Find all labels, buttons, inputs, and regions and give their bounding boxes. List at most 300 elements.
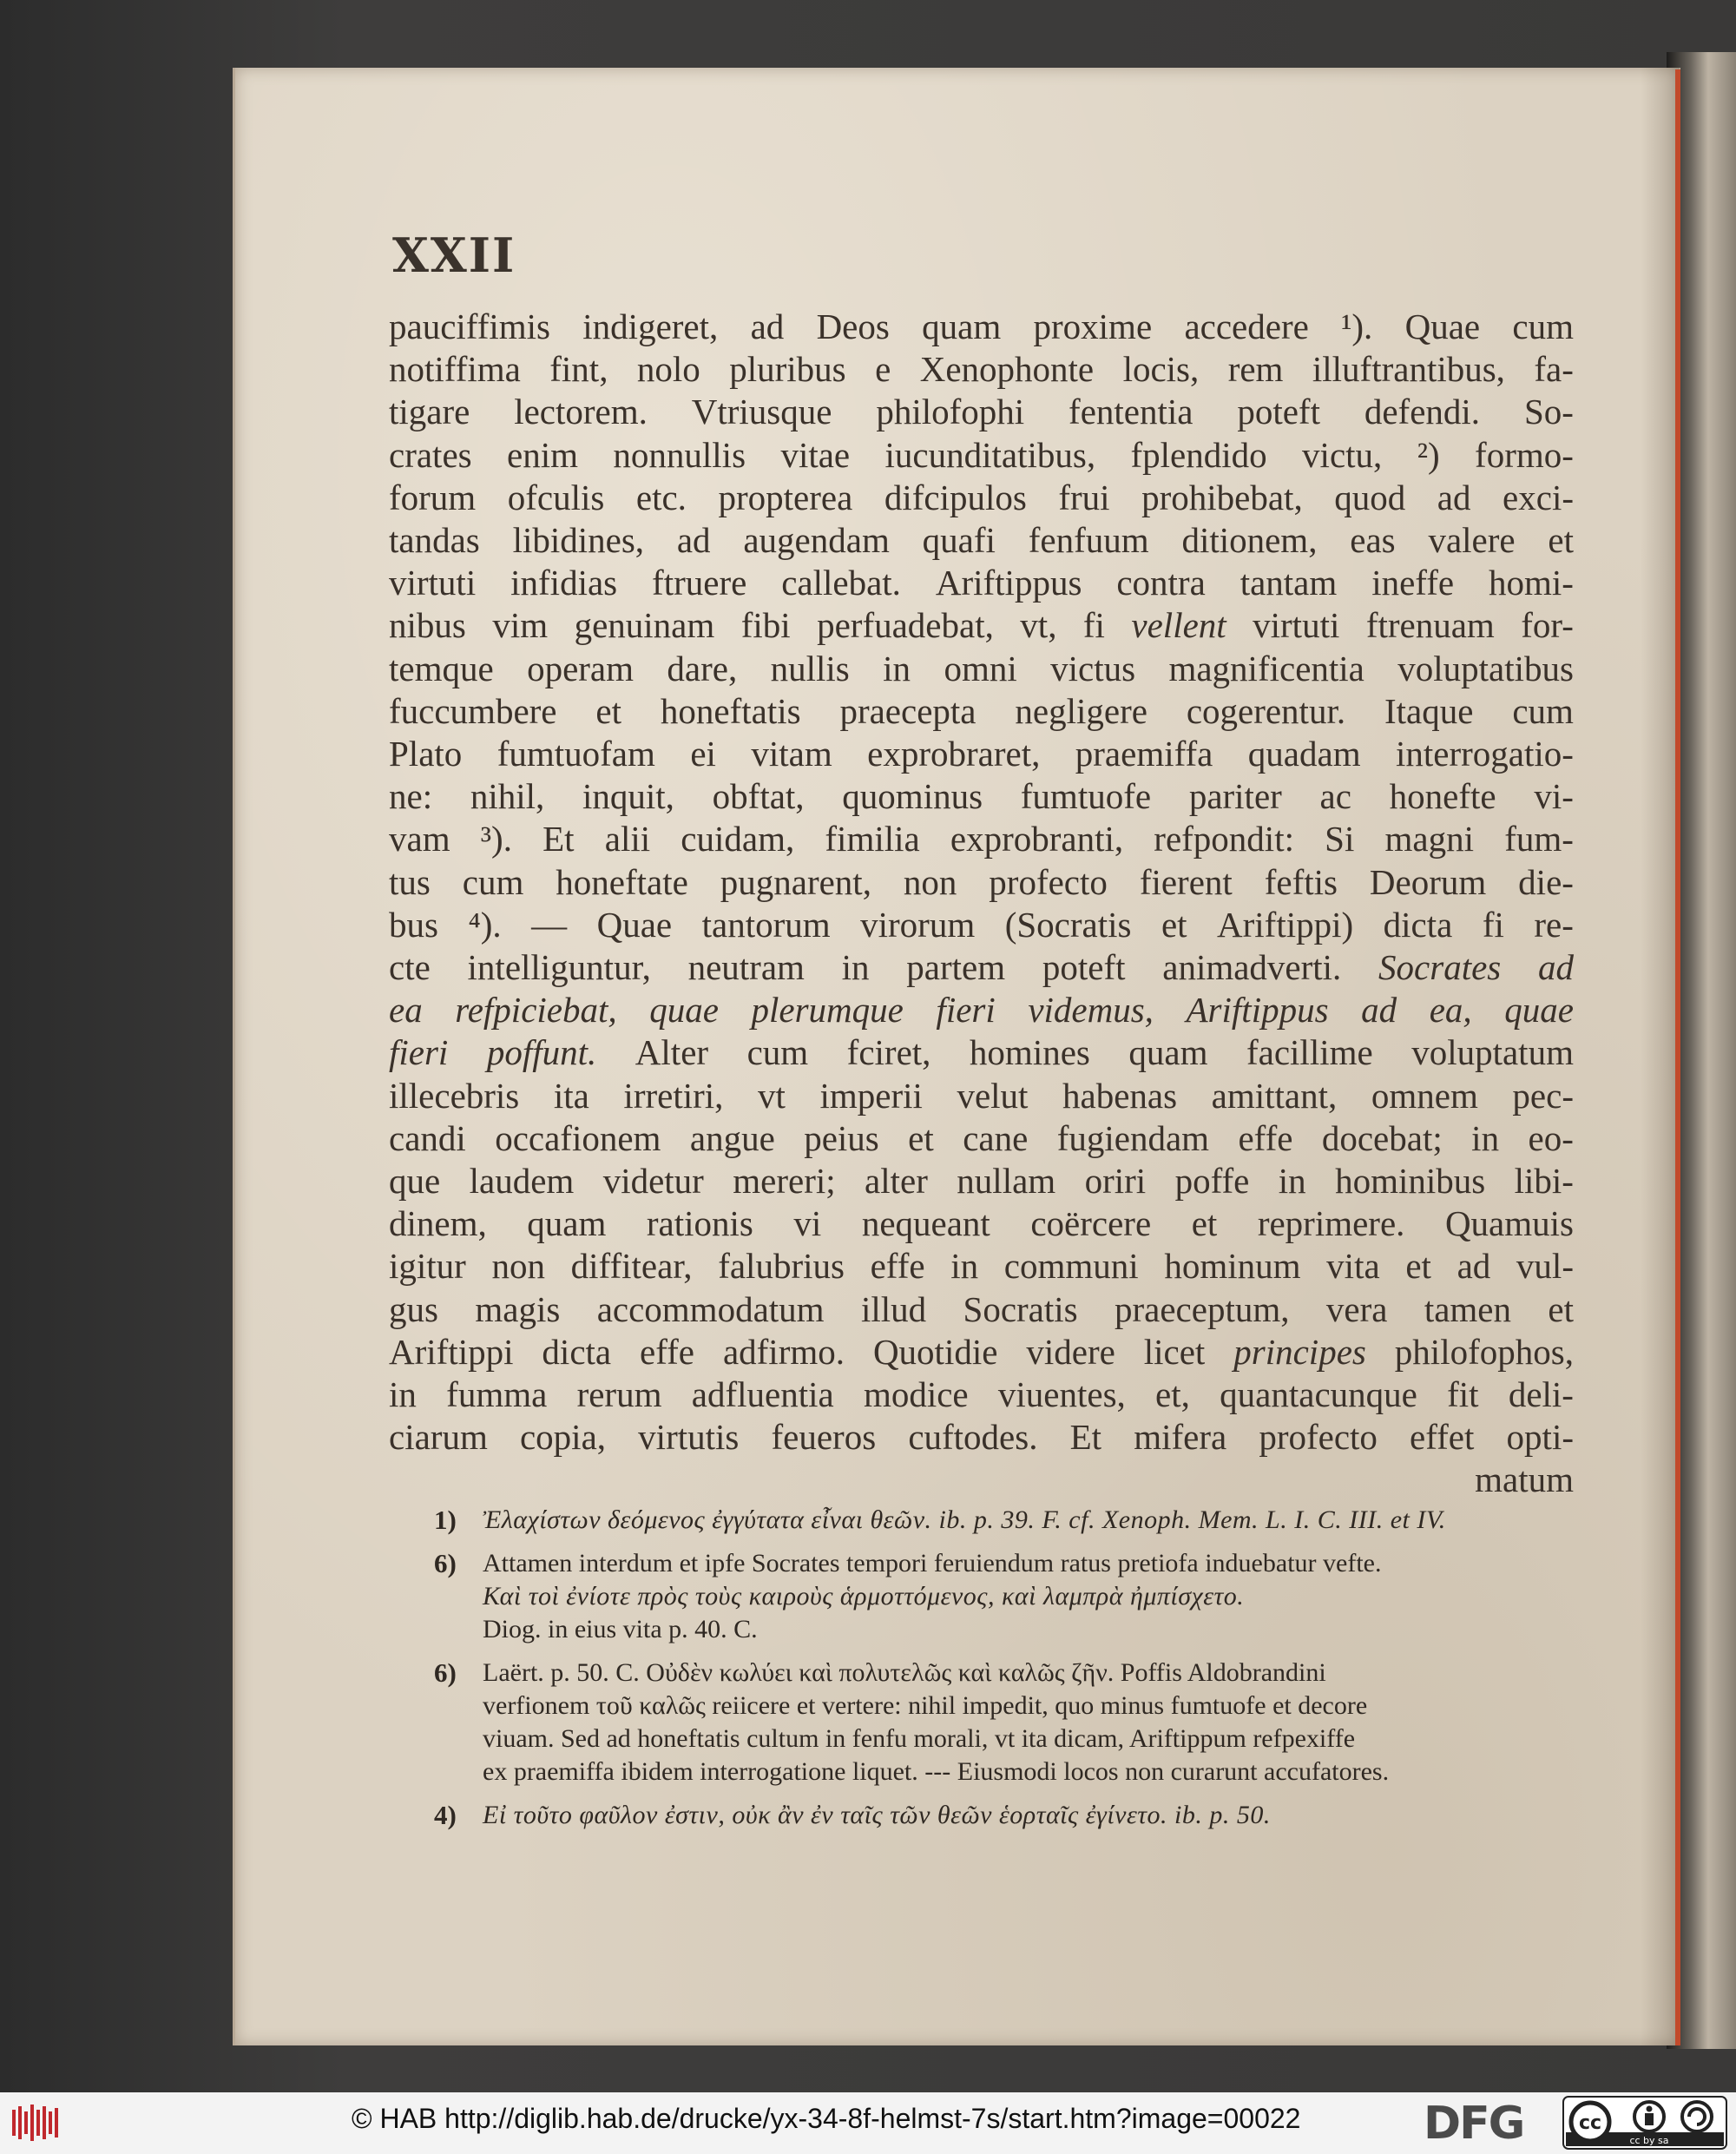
word: poffunt. bbox=[486, 1032, 597, 1073]
word: fplendido bbox=[1130, 434, 1267, 475]
word: ad bbox=[1457, 1246, 1491, 1287]
word: in bbox=[389, 1374, 417, 1415]
word: diffitear, bbox=[570, 1246, 693, 1287]
word: Et bbox=[542, 819, 575, 860]
text-line bbox=[389, 434, 1574, 477]
text-line bbox=[389, 775, 1574, 818]
word: fententia bbox=[1069, 392, 1194, 432]
body-text bbox=[389, 306, 1574, 1502]
word: victus bbox=[1050, 648, 1136, 688]
word: et bbox=[595, 690, 621, 731]
text-line bbox=[389, 818, 1574, 860]
word: ei bbox=[690, 734, 716, 774]
word: virtuti bbox=[389, 563, 477, 603]
word: ofculis bbox=[507, 477, 605, 517]
word: fierent bbox=[1139, 861, 1233, 902]
footnote-line: Ἐλαχίστων δεόμενος ἐγγύτατα εἶναι θεῶν. ib. p. 39. F. cf. Xenoph. Mem. L. I. C. III. et IV. bbox=[483, 1505, 1446, 1534]
word: rationis bbox=[646, 1203, 753, 1244]
word: tandas bbox=[389, 520, 480, 561]
word: Quamuis bbox=[1444, 1203, 1574, 1244]
word: propterea bbox=[718, 477, 853, 517]
word: virtuti bbox=[1253, 605, 1340, 646]
word: omni bbox=[944, 648, 1017, 688]
word: in bbox=[883, 648, 911, 688]
word: infidias bbox=[510, 563, 618, 603]
text-line bbox=[389, 306, 1574, 348]
word: que bbox=[389, 1161, 441, 1202]
word: prohibebat, bbox=[1141, 477, 1303, 517]
word: ⁴). bbox=[468, 904, 502, 945]
word: mereri; bbox=[733, 1161, 836, 1202]
word: Quotidie bbox=[872, 1331, 998, 1372]
word: pauciffimis bbox=[389, 306, 550, 346]
word: refpondit: bbox=[1154, 819, 1294, 860]
gutter-shadow bbox=[1641, 68, 1680, 2045]
word: et bbox=[1548, 520, 1574, 561]
word: non bbox=[903, 861, 957, 902]
word: Socrates bbox=[1378, 947, 1502, 988]
text-line bbox=[389, 477, 1574, 519]
word: quadam bbox=[1247, 734, 1361, 774]
word: Ariftippus bbox=[935, 563, 1082, 603]
word: homi- bbox=[1488, 563, 1574, 603]
word: cogerentur. bbox=[1186, 690, 1346, 731]
footnote-line: Laërt. p. 50. C. Οὐδὲν κωλύει καὶ πολυτελῶς καὶ καλῶς ζῆν. Poffis Aldobrandini bbox=[483, 1658, 1326, 1687]
text-line bbox=[389, 904, 1574, 946]
word: pugnarent, bbox=[720, 861, 871, 902]
word: inquit, bbox=[582, 776, 674, 817]
word: — bbox=[531, 904, 568, 945]
word: contra bbox=[1116, 563, 1206, 603]
word: virorum bbox=[860, 904, 976, 945]
word: Ariftippus bbox=[1186, 990, 1329, 1031]
word: Et bbox=[1069, 1417, 1102, 1458]
word: ftrenuam bbox=[1365, 605, 1495, 646]
text-line bbox=[389, 1117, 1574, 1160]
footnote-line: Attamen interdum et ipfe Socrates tempori feruiendum ratus pretiofa induebatur vefte. bbox=[483, 1549, 1382, 1578]
word: peius bbox=[804, 1117, 879, 1158]
word: praecepta bbox=[839, 690, 976, 731]
text-line bbox=[389, 391, 1574, 433]
word: effet bbox=[1410, 1417, 1475, 1458]
footnote-number: 6) bbox=[434, 1548, 457, 1578]
word: profecto bbox=[1259, 1417, 1378, 1458]
footnote-text bbox=[483, 1657, 1573, 1788]
word: quod bbox=[1334, 477, 1406, 517]
word: vi bbox=[793, 1203, 822, 1244]
word: candi bbox=[389, 1117, 466, 1158]
word: notiffima bbox=[389, 349, 521, 390]
word: tamen bbox=[1424, 1288, 1512, 1329]
word: non bbox=[491, 1246, 545, 1287]
text-line bbox=[389, 1245, 1574, 1288]
word: gus bbox=[389, 1288, 438, 1329]
word: opti- bbox=[1506, 1417, 1574, 1458]
word: iucunditatibus, bbox=[884, 434, 1096, 475]
word: coërcere bbox=[1030, 1203, 1152, 1244]
word: negligere bbox=[1015, 690, 1147, 731]
word: nihil, bbox=[470, 776, 545, 817]
word: cum bbox=[746, 1032, 809, 1073]
text-line bbox=[389, 648, 1574, 690]
word: poteft bbox=[1237, 392, 1320, 432]
text-line bbox=[389, 1160, 1574, 1202]
word: poffe bbox=[1174, 1161, 1250, 1202]
word: Socratis bbox=[963, 1288, 1078, 1329]
word: for- bbox=[1521, 605, 1574, 646]
text-line bbox=[389, 989, 1574, 1031]
word: ³). bbox=[480, 819, 512, 860]
word: eo- bbox=[1528, 1117, 1574, 1158]
text-line bbox=[389, 604, 1574, 647]
word: Quae bbox=[1404, 306, 1481, 346]
word: (Socratis bbox=[1004, 904, 1132, 945]
word: reprimere. bbox=[1257, 1203, 1405, 1244]
word: honeftatis bbox=[660, 690, 801, 731]
word: genuinam bbox=[574, 605, 715, 646]
word: Ariftippi bbox=[389, 1331, 514, 1372]
word: locis, bbox=[1122, 349, 1200, 390]
word: alii bbox=[604, 819, 651, 860]
word: fibi bbox=[740, 605, 791, 646]
word: igitur bbox=[389, 1246, 466, 1287]
word: proxime bbox=[1033, 306, 1153, 346]
word: voluptatum bbox=[1411, 1032, 1574, 1073]
page-red-edge bbox=[1675, 69, 1680, 2045]
word: neutram bbox=[687, 947, 805, 988]
text-line bbox=[389, 348, 1574, 391]
word: ita bbox=[553, 1075, 589, 1116]
word: fit bbox=[1447, 1374, 1479, 1415]
word: philofophi bbox=[876, 392, 1025, 432]
word: in bbox=[841, 947, 870, 988]
word: perfuadebat, bbox=[817, 605, 994, 646]
word: libi- bbox=[1514, 1161, 1574, 1202]
word: Alter bbox=[635, 1032, 709, 1073]
word: et bbox=[1405, 1246, 1431, 1287]
word: victu, bbox=[1302, 434, 1383, 475]
word: fa- bbox=[1534, 349, 1574, 390]
footnote bbox=[434, 1504, 1573, 1537]
word: plerumque bbox=[751, 990, 904, 1031]
word: vul- bbox=[1516, 1246, 1574, 1287]
text-line bbox=[389, 946, 1574, 989]
word: nibus bbox=[389, 605, 466, 646]
word: honeftate bbox=[556, 861, 688, 902]
word: quantacunque bbox=[1220, 1374, 1417, 1415]
word: imperii bbox=[819, 1075, 923, 1116]
word: omnem bbox=[1371, 1075, 1478, 1116]
word: callebat. bbox=[781, 563, 901, 603]
word: effe bbox=[870, 1246, 925, 1287]
word: pec- bbox=[1512, 1075, 1574, 1116]
word: dicta bbox=[542, 1331, 612, 1372]
svg-text:cc by sa: cc by sa bbox=[1629, 2135, 1669, 2146]
word: Ariftippi) bbox=[1217, 904, 1354, 945]
word: tus bbox=[389, 861, 431, 902]
word: voluptatibus bbox=[1397, 648, 1574, 688]
word: copia, bbox=[519, 1417, 607, 1458]
text-line bbox=[389, 1416, 1574, 1459]
word: refpiciebat, bbox=[455, 990, 617, 1031]
text-line bbox=[389, 1288, 1574, 1331]
text-line bbox=[389, 1075, 1574, 1117]
word: virtutis bbox=[638, 1417, 740, 1458]
word: ftruere bbox=[652, 563, 747, 603]
text-line bbox=[389, 1202, 1574, 1245]
word: lectorem. bbox=[514, 392, 648, 432]
word: ac bbox=[1319, 776, 1351, 817]
word: illud bbox=[860, 1288, 927, 1329]
word: ne: bbox=[389, 776, 433, 817]
word: profecto bbox=[989, 861, 1108, 902]
word: die- bbox=[1518, 861, 1574, 902]
word: praeceptum, bbox=[1115, 1288, 1290, 1329]
copyright-link[interactable]: © HAB http://diglib.hab.de/drucke/yx-34-8f-helmst-7s/start.htm?image=00022 bbox=[352, 2103, 1301, 2134]
word: deli- bbox=[1508, 1374, 1574, 1415]
word: dicta bbox=[1383, 904, 1453, 945]
word: tantam bbox=[1240, 563, 1338, 603]
word: facillime bbox=[1246, 1032, 1373, 1073]
word: quae bbox=[1504, 990, 1574, 1031]
word: ineffe bbox=[1371, 563, 1455, 603]
word: irretiri, bbox=[623, 1075, 724, 1116]
word: forum bbox=[389, 477, 477, 517]
word: quominus bbox=[842, 776, 983, 817]
word: alter bbox=[865, 1161, 928, 1202]
word: in bbox=[950, 1246, 979, 1287]
word: vitae bbox=[780, 434, 851, 475]
word: vellent bbox=[1131, 605, 1226, 646]
word: vim bbox=[492, 605, 549, 646]
word: in bbox=[1471, 1117, 1500, 1158]
word: adfirmo. bbox=[722, 1331, 845, 1372]
word: licet bbox=[1143, 1331, 1206, 1372]
footnote-line: Εἰ τοῦτο φαῦλον ἐστιν, οὐκ ἂν ἐν ταῖς τῶν θεῶν ἑορταῖς ἐγίνετο. ib. p. 50. bbox=[483, 1801, 1271, 1829]
word: ad bbox=[1537, 947, 1574, 988]
word: tigare bbox=[389, 392, 470, 432]
word: magnificentia bbox=[1168, 648, 1364, 688]
word: viuentes, bbox=[997, 1374, 1126, 1415]
word: illecebris bbox=[389, 1075, 520, 1116]
word: e bbox=[875, 349, 891, 390]
word: ea bbox=[389, 990, 423, 1031]
footnote-number: 6) bbox=[434, 1657, 457, 1688]
word: communi bbox=[1003, 1246, 1139, 1287]
footnote-text bbox=[483, 1799, 1573, 1832]
word: cum bbox=[462, 861, 524, 902]
word: nequeant bbox=[861, 1203, 990, 1244]
word: re- bbox=[1534, 904, 1574, 945]
word: frui bbox=[1058, 477, 1110, 517]
word: ad bbox=[1437, 477, 1471, 517]
word: defendi. bbox=[1364, 392, 1481, 432]
word: feftis bbox=[1264, 861, 1338, 902]
word: ad bbox=[1361, 990, 1397, 1031]
word: occafionem bbox=[495, 1117, 661, 1158]
footnote-number: 1) bbox=[434, 1505, 457, 1535]
word: videtur bbox=[602, 1161, 704, 1202]
word: fi bbox=[1082, 605, 1105, 646]
svg-text:cc: cc bbox=[1578, 2112, 1602, 2134]
word: docebat; bbox=[1321, 1117, 1443, 1158]
word: fieri bbox=[936, 990, 996, 1031]
word: temque bbox=[389, 648, 494, 688]
word: Si bbox=[1325, 819, 1355, 860]
word: quam bbox=[527, 1203, 607, 1244]
word: quafi bbox=[922, 520, 996, 561]
word: in bbox=[1278, 1161, 1306, 1202]
word: hominibus bbox=[1335, 1161, 1486, 1202]
word: animadverti. bbox=[1162, 947, 1342, 988]
word: quam bbox=[922, 306, 1002, 346]
word: libidines, bbox=[512, 520, 645, 561]
word: feueros bbox=[771, 1417, 877, 1458]
word: videmus, bbox=[1028, 990, 1154, 1031]
word: nolo bbox=[636, 349, 700, 390]
word: quae bbox=[649, 990, 719, 1031]
word: effe bbox=[640, 1331, 695, 1372]
word: nonnullis bbox=[613, 434, 746, 475]
word: Deorum bbox=[1369, 861, 1487, 902]
word: pluribus bbox=[729, 349, 846, 390]
word: Vtriusque bbox=[691, 392, 832, 432]
word: ¹). bbox=[1341, 306, 1373, 346]
word: videre bbox=[1026, 1331, 1115, 1372]
word: ad bbox=[750, 306, 785, 346]
word: principes bbox=[1233, 1331, 1366, 1372]
word: fumtuofe bbox=[1020, 776, 1152, 817]
word: vitam bbox=[751, 734, 832, 774]
word: velut bbox=[957, 1075, 1029, 1116]
footnote-number: 4) bbox=[434, 1800, 457, 1830]
word: effe bbox=[1238, 1117, 1293, 1158]
word: vera bbox=[1325, 1288, 1388, 1329]
word: et bbox=[1548, 1288, 1574, 1329]
word: vt bbox=[757, 1075, 786, 1116]
word: cte bbox=[389, 947, 431, 988]
text-line bbox=[389, 519, 1574, 562]
text-line bbox=[389, 1373, 1574, 1416]
word: dare, bbox=[667, 648, 738, 688]
footnote bbox=[434, 1657, 1573, 1788]
word: magni bbox=[1384, 819, 1475, 860]
text-line bbox=[389, 690, 1574, 733]
word: quam bbox=[1128, 1032, 1208, 1073]
word: partem bbox=[906, 947, 1006, 988]
word: honefte bbox=[1389, 776, 1496, 817]
word: modice bbox=[863, 1374, 969, 1415]
word: fi bbox=[1482, 904, 1504, 945]
word: bus bbox=[389, 904, 438, 945]
word: So- bbox=[1523, 392, 1574, 432]
word: illuftrantibus, bbox=[1312, 349, 1505, 390]
word: mifera bbox=[1134, 1417, 1227, 1458]
dfg-logo[interactable]: DFG bbox=[1424, 2098, 1524, 2150]
word: vita bbox=[1326, 1246, 1380, 1287]
word: fimilia bbox=[825, 819, 920, 860]
word: eas bbox=[1350, 520, 1396, 561]
word: oriri bbox=[1084, 1161, 1147, 1202]
text-line bbox=[389, 733, 1574, 775]
word: et bbox=[1191, 1203, 1218, 1244]
word: et, bbox=[1155, 1374, 1190, 1415]
word: exci- bbox=[1503, 477, 1574, 517]
word: fum- bbox=[1504, 819, 1574, 860]
word: exprobranti, bbox=[950, 819, 1124, 860]
word: fciret, bbox=[846, 1032, 931, 1073]
word: fumtuofam bbox=[496, 734, 655, 774]
word: magis bbox=[475, 1288, 561, 1329]
word: et bbox=[1161, 904, 1187, 945]
footnotes bbox=[434, 1504, 1573, 1842]
footnote bbox=[434, 1547, 1573, 1646]
word: ea, bbox=[1429, 990, 1472, 1031]
word: Plato bbox=[389, 734, 463, 774]
word: rerum bbox=[576, 1374, 662, 1415]
word: habenas bbox=[1062, 1075, 1178, 1116]
word: nullam bbox=[957, 1161, 1056, 1202]
word: Quae bbox=[596, 904, 673, 945]
word: fieri bbox=[389, 1032, 449, 1073]
word: accedere bbox=[1184, 306, 1309, 346]
word: falubrius bbox=[718, 1246, 845, 1287]
word: interrogatio- bbox=[1396, 734, 1574, 774]
word: etc. bbox=[635, 477, 687, 517]
footnote-line: Καὶ τοὶ ἐνίοτε πρὸς τοὺς καιροὺς ἁρμοττόμενος, καὶ λαμπρὰ ἠμπίσχετο. bbox=[483, 1582, 1245, 1611]
word: operam bbox=[527, 648, 635, 688]
word: pariter bbox=[1188, 776, 1282, 817]
footnote bbox=[434, 1799, 1573, 1832]
catchword: matum bbox=[1475, 1459, 1574, 1500]
word: obftat, bbox=[712, 776, 805, 817]
word: tantorum bbox=[701, 904, 831, 945]
footnote-line: viuam. Sed ad honeftatis cultum in fenfu morali, vt ita dicam, Ariftippum refpexiffe bbox=[483, 1724, 1356, 1753]
text-line bbox=[389, 861, 1574, 904]
word: et bbox=[908, 1117, 934, 1158]
word: enim bbox=[507, 434, 578, 475]
text-line bbox=[389, 562, 1574, 604]
word: accommodatum bbox=[596, 1288, 825, 1329]
footnote-line: verfionem τοῦ καλῶς reiicere et vertere: nihil impedit, quo minus fumtuofe et decore bbox=[483, 1691, 1368, 1720]
word: cuidam, bbox=[681, 819, 795, 860]
word: nullis bbox=[770, 648, 850, 688]
word: laudem bbox=[469, 1161, 575, 1202]
hab-logo-icon[interactable] bbox=[10, 2101, 62, 2144]
word: augendam bbox=[743, 520, 890, 561]
word: fumma bbox=[446, 1374, 548, 1415]
word: cuftodes. bbox=[908, 1417, 1038, 1458]
word: ditionem, bbox=[1181, 520, 1318, 561]
word: fenfuum bbox=[1028, 520, 1149, 561]
word: dinem, bbox=[389, 1203, 487, 1244]
word: vam bbox=[389, 819, 450, 860]
word: vi- bbox=[1534, 776, 1574, 817]
word: fugiendam bbox=[1056, 1117, 1210, 1158]
word: ad bbox=[676, 520, 711, 561]
word: philofophos, bbox=[1394, 1331, 1574, 1372]
word: cane bbox=[963, 1117, 1029, 1158]
word: fint, bbox=[549, 349, 608, 390]
word: Deos bbox=[816, 306, 890, 346]
word: indigeret, bbox=[582, 306, 719, 346]
footnote-line: ex praemiffa ibidem interrogatione liquet. --- Eiusmodi locos non curarunt accufatores. bbox=[483, 1757, 1390, 1786]
word: difcipulos bbox=[884, 477, 1027, 517]
word: exprobraret, bbox=[867, 734, 1041, 774]
word: intelliguntur, bbox=[467, 947, 651, 988]
word: cum bbox=[1512, 690, 1574, 731]
cc-by-sa-license-icon[interactable] bbox=[1562, 2096, 1727, 2150]
